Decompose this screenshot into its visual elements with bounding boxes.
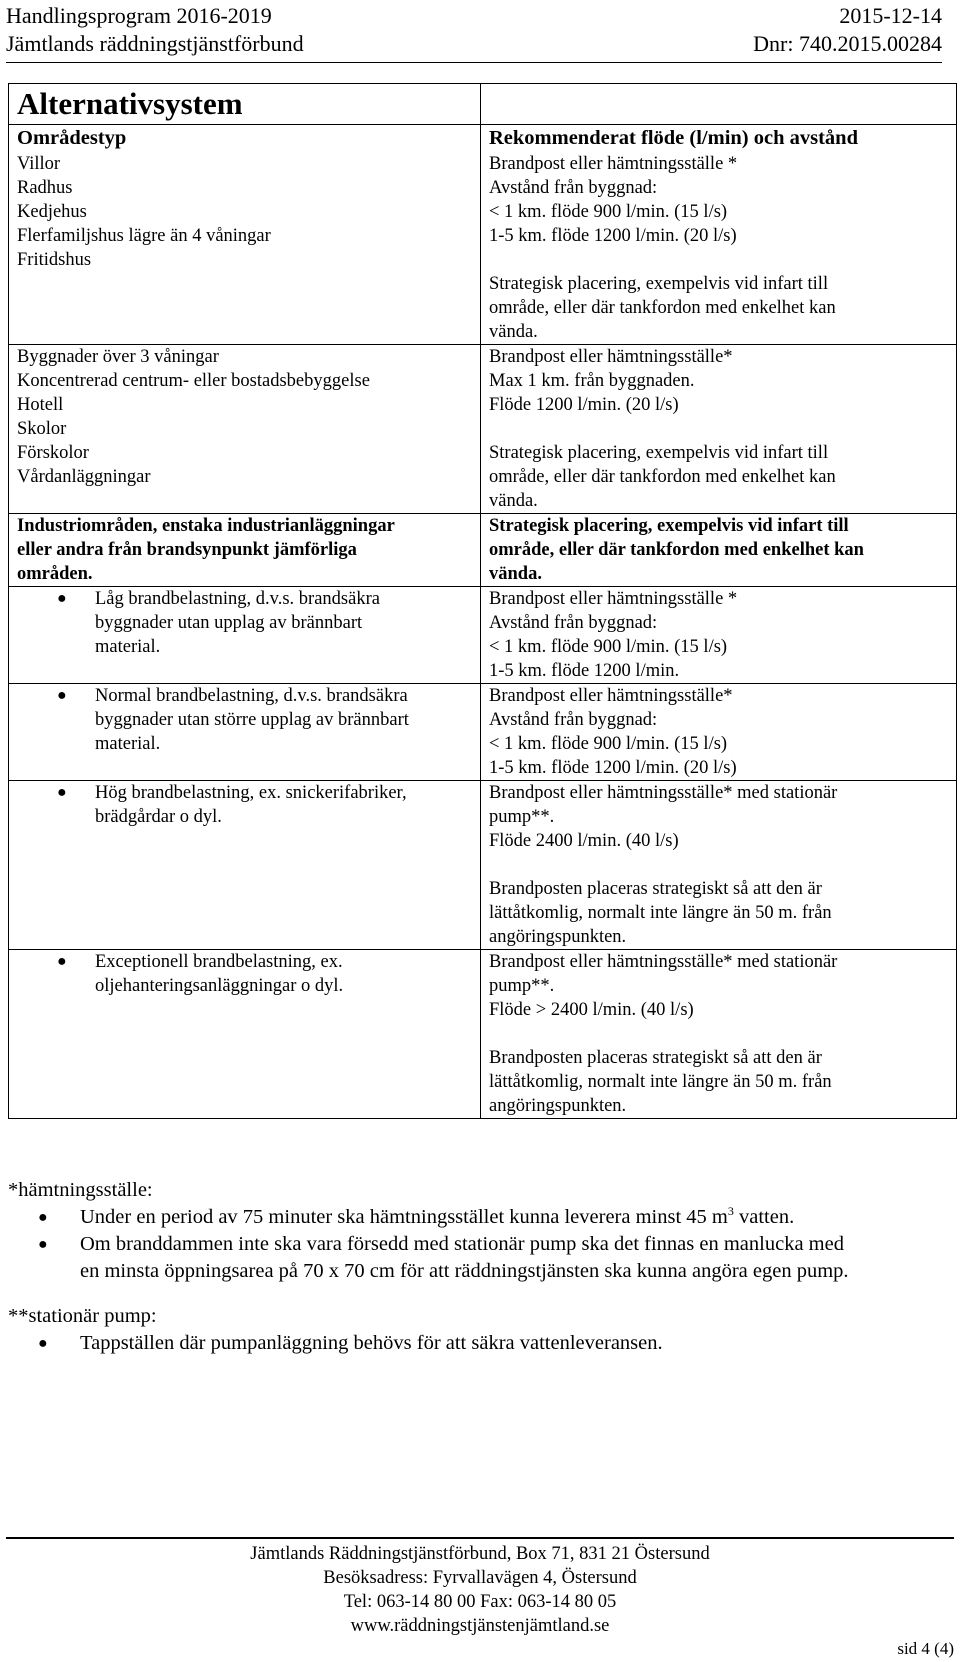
bullet-icon: ● [57, 784, 67, 801]
footer-phone: Tel: 063-14 80 00 Fax: 063-14 80 05 [343, 1592, 617, 1612]
organisation-name: Jämtlands räddningstjänstförbund [6, 31, 304, 56]
area-type-cell [9, 125, 481, 345]
area-type-cell [9, 781, 481, 950]
flow-line: Avstånd från byggnad: [489, 178, 658, 198]
area-type-cell [9, 587, 481, 684]
list-item: Vårdanläggningar [17, 467, 151, 487]
flow-line: Max 1 km. från byggnaden. [489, 371, 695, 391]
flow-line: < 1 km. flöde 900 l/min. (15 l/s) [489, 202, 728, 222]
header-left [6, 2, 304, 58]
table-row [9, 684, 957, 781]
list-item: Skolor [17, 419, 67, 439]
alternative-system-table [8, 83, 957, 1119]
page-number: sid 4 (4) [897, 1639, 954, 1658]
list-item: Kedjehus [17, 202, 87, 222]
list-item: eller andra från brandsynpunkt jämförliga [17, 540, 357, 560]
placement-note: Strategisk placering, exempelvis vid infart till [489, 274, 829, 294]
placement-note: vända. [489, 322, 538, 342]
placement-note: lättåtkomlig, normalt inte längre än 50 m. från [489, 903, 832, 923]
flow-line: pump**. [489, 807, 555, 827]
bullet-icon: ● [57, 953, 67, 970]
area-type-cell [9, 345, 481, 514]
bullet-icon: ● [38, 1209, 48, 1226]
flow-line: Flöde 1200 l/min. (20 l/s) [489, 395, 679, 415]
flow-cell [481, 587, 957, 684]
column-header-flow: Rekommenderat flöde (l/min) och avstånd [489, 127, 858, 149]
placement-note: lättåtkomlig, normalt inte längre än 50 m. från [489, 1072, 832, 1092]
flow-line: Brandpost eller hämtningsställe* med stationär [489, 952, 838, 972]
list-item: ● Låg brandbelastning, d.v.s. brandsäkra byggnader utan upplag av brännbart material. [57, 589, 380, 657]
list-item: Koncentrerad centrum- eller bostadsbebyggelse [17, 371, 370, 391]
area-type-cell [9, 684, 481, 781]
placement-note: Brandposten placeras strategiskt så att den är [489, 1048, 822, 1068]
industrial-area-cell [9, 514, 481, 587]
bullet-icon: ● [57, 687, 67, 704]
list-item: Industriområden, enstaka industrianläggningar [17, 516, 395, 536]
header-rule [6, 62, 942, 63]
placement-note: område, eller där tankfordon med enkelhet kan [489, 467, 836, 487]
flow-line: < 1 km. flöde 900 l/min. (15 l/s) [489, 734, 728, 754]
area-type-cell [9, 950, 481, 1119]
footer-rule [6, 1537, 954, 1539]
column-header-area-type: Områdestyp [17, 127, 127, 149]
list-item: Radhus [17, 178, 73, 198]
flow-line: 1-5 km. flöde 1200 l/min. (20 l/s) [489, 226, 737, 246]
flow-line: Avstånd från byggnad: [489, 710, 658, 730]
list-item: ● Under en period av 75 minuter ska hämtningsstället kunna leverera minst 45 $m^3$ vatten. [8, 1204, 956, 1231]
bullet-icon: ● [38, 1335, 48, 1352]
flow-line: Brandpost eller hämtningsställe* med stationär [489, 783, 838, 803]
footer-address: Jämtlands Räddningstjänstförbund, Box 71, 831 21 Östersund [250, 1544, 710, 1564]
table-row [9, 950, 957, 1119]
placement-note: Strategisk placering, exempelvis vid infart till [489, 516, 849, 536]
placement-note: område, eller där tankfordon med enkelhet kan [489, 298, 836, 318]
list-item: områden. [17, 564, 93, 584]
placement-note: angöringspunkten. [489, 927, 627, 947]
bullet-icon: ● [57, 590, 67, 607]
footer [0, 1542, 960, 1638]
list-item: ● Tappställen där pumpanläggning behövs för att säkra vattenleveransen. [8, 1330, 956, 1357]
table-title-empty-cell [481, 84, 957, 125]
bullet-icon: ● [38, 1236, 48, 1253]
flow-line: Flöde 2400 l/min. (40 l/s) [489, 831, 679, 851]
flow-line: Flöde > 2400 l/min. (40 l/s) [489, 1000, 694, 1020]
table-row [9, 781, 957, 950]
placement-note: Brandposten placeras strategiskt så att den är [489, 879, 822, 899]
flow-cell [481, 514, 957, 587]
list-item: Byggnader över 3 våningar [17, 347, 219, 367]
list-item: Förskolor [17, 443, 89, 463]
flow-line: Brandpost eller hämtningsställe * [489, 589, 738, 609]
footnote-heading-collection-point: *hämtningsställe: [8, 1179, 153, 1201]
document-number: Dnr: 740.2015.00284 [753, 31, 942, 56]
flow-line: 1-5 km. flöde 1200 l/min. [489, 661, 680, 681]
flow-line: Brandpost eller hämtningsställe * [489, 154, 738, 174]
flow-cell [481, 345, 957, 514]
list-item: ● Exceptionell brandbelastning, ex. oljehanteringsanläggningar o dyl. [57, 952, 344, 996]
table-title: Alternativsystem [9, 84, 481, 125]
list-item: Hotell [17, 395, 64, 415]
list-item: ● Hög brandbelastning, ex. snickerifabriker, brädgårdar o dyl. [57, 783, 407, 827]
placement-note: vända. [489, 564, 542, 584]
footnote-heading-stationary-pump: **stationär pump: [8, 1305, 157, 1327]
flow-line: pump**. [489, 976, 555, 996]
header-right [753, 2, 942, 58]
placement-note: vända. [489, 491, 538, 511]
placement-note: angöringspunkten. [489, 1096, 627, 1116]
placement-note: område, eller där tankfordon med enkelhet kan [489, 540, 864, 560]
list-item: Fritidshus [17, 250, 92, 270]
list-item: Flerfamiljshus lägre än 4 våningar [17, 226, 271, 246]
flow-cell [481, 684, 957, 781]
footnotes [8, 1177, 956, 1357]
flow-cell [481, 125, 957, 345]
flow-line: 1-5 km. flöde 1200 l/min. (20 l/s) [489, 758, 737, 778]
flow-cell [481, 950, 957, 1119]
table-row [9, 125, 957, 345]
flow-line: Avstånd från byggnad: [489, 613, 658, 633]
list-item: Villor [17, 154, 61, 174]
list-item: ● Normal brandbelastning, d.v.s. brandsäkra byggnader utan större upplag av brännbart material. [57, 686, 409, 754]
flow-line: Brandpost eller hämtningsställe* [489, 347, 733, 367]
flow-cell [481, 781, 957, 950]
table-row [9, 587, 957, 684]
flow-line: Brandpost eller hämtningsställe* [489, 686, 733, 706]
placement-note: Strategisk placering, exempelvis vid infart till [489, 443, 829, 463]
footer-visit-address: Besöksadress: Fyrvallavägen 4, Östersund [323, 1568, 637, 1588]
list-item: ● Om branddammen inte ska vara försedd med stationär pump ska det finnas en manlucka med en minsta öppningsarea på 70 x 70 cm för att räddningstjänsten ska kunna angöra egen pump. [38, 1233, 849, 1282]
program-title: Handlingsprogram 2016-2019 [6, 3, 272, 28]
table-title-row [9, 84, 957, 125]
flow-line: < 1 km. flöde 900 l/min. (15 l/s) [489, 637, 728, 657]
table-row [9, 345, 957, 514]
table-row [9, 514, 957, 587]
footer-website: www.räddningstjänstenjämtland.se [350, 1616, 610, 1636]
document-date: 2015-12-14 [839, 3, 942, 28]
